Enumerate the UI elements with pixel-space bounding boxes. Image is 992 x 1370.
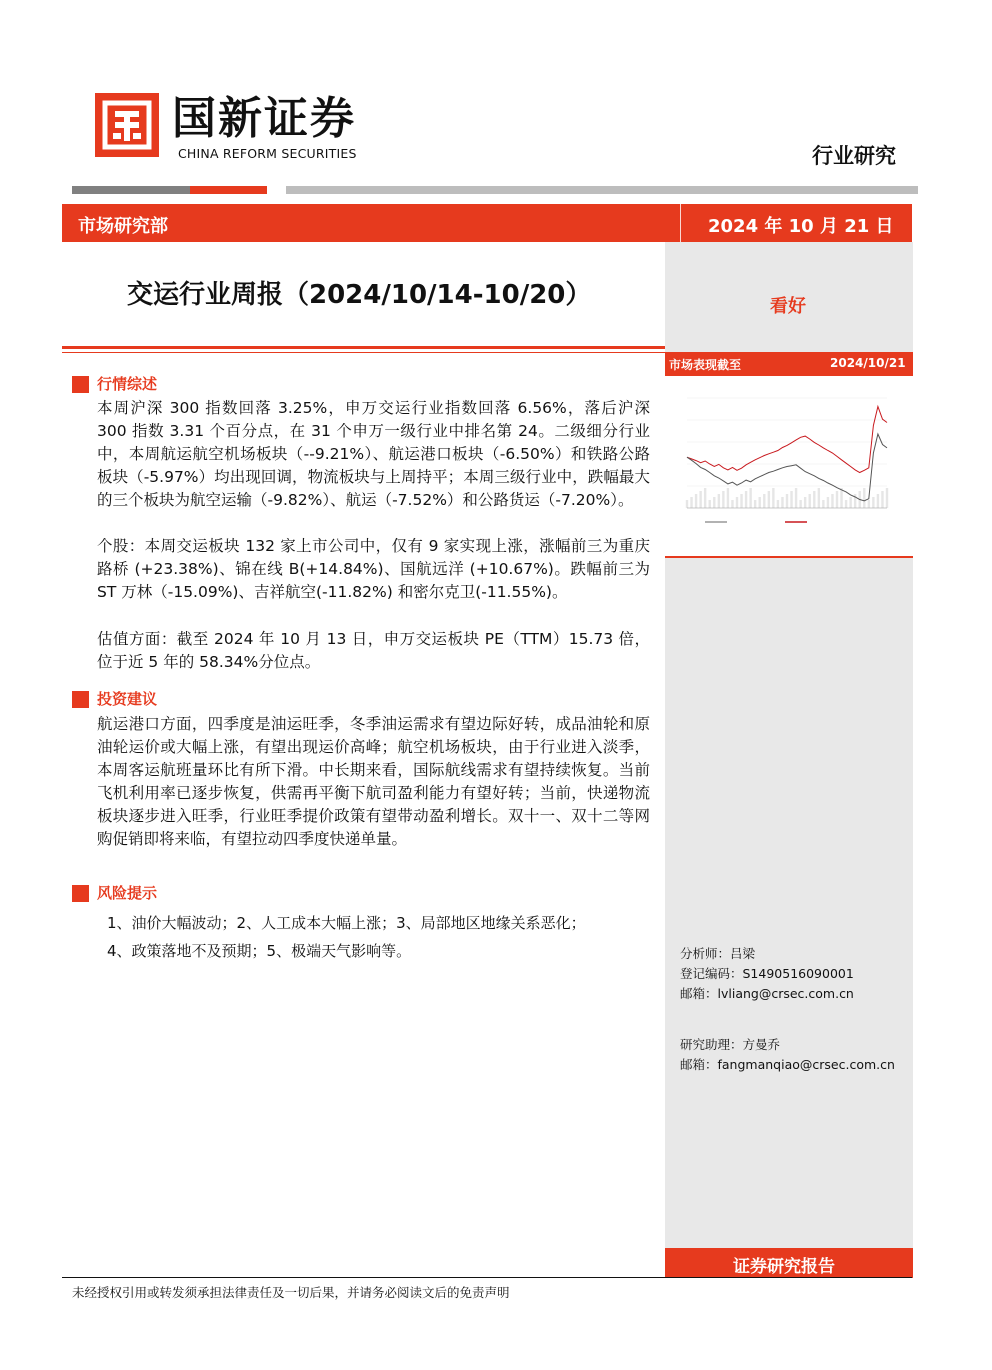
department-label: 市场研究部 <box>78 216 168 237</box>
chart-bar <box>849 497 851 508</box>
chart-bar <box>699 491 701 508</box>
section-heading-market: 行情综述 <box>97 375 158 393</box>
logo-text: 国新证券 <box>172 93 356 144</box>
chart-bar <box>768 491 770 508</box>
chart-bar <box>781 497 783 508</box>
chart-bar <box>709 500 711 508</box>
chart-bar <box>759 497 761 508</box>
chart-bar <box>777 500 779 508</box>
chart-bar <box>809 494 811 508</box>
section-icon <box>72 885 89 902</box>
chart-bar <box>872 497 874 508</box>
chart-bar <box>863 488 865 508</box>
section-heading-risk: 风险提示 <box>97 884 158 902</box>
chart-bar <box>704 488 706 508</box>
band-divider <box>680 204 681 242</box>
chart-bar <box>827 497 829 508</box>
logo-subtext: CHINA REFORM SECURITIES <box>178 146 357 161</box>
valuation-paragraph: 估值方面：截至 2024 年 10 月 13 日，申万交运板块 PE（TTM）15.73 倍，位于近 5 年的 58.34%分位点。 <box>97 630 650 671</box>
chart-bar <box>718 494 720 508</box>
title-rule <box>62 352 665 353</box>
risk-line: 1、油价大幅波动；2、人工成本大幅上涨；3、局部地区地缘关系恶化； <box>107 914 586 932</box>
chart-title: 市场表现截至 <box>669 358 742 372</box>
analyst-name: 分析师：吕梁 <box>680 946 756 961</box>
chart-bar <box>690 497 692 508</box>
disclaimer: 未经授权引用或转发须承担法律责任及一切后果，并请务必阅读文后的免责声明 <box>72 1285 510 1300</box>
chart-bar <box>836 491 838 508</box>
chart-bar <box>686 500 688 508</box>
chart-series-line-0 <box>687 407 887 473</box>
title-rule <box>62 346 665 349</box>
chart-bar <box>763 494 765 508</box>
chart-bar <box>845 500 847 508</box>
stocks-paragraph: 个股：本周交运板块 132 家上市公司中，仅有 9 家实现上涨，涨幅前三为重庆路桥 (+23.38%)、锦在线 B(+14.84%)、国航远洋 (+10.67%)。跌幅前三为 ST 万林（-15.09%)、吉祥航空(-11.82%) 和密尔克卫(-11.55%)。 <box>97 537 650 601</box>
chart-bar <box>818 488 820 508</box>
page-title: 交运行业周报（2024/10/14-10/20） <box>127 280 592 310</box>
chart-bar <box>804 497 806 508</box>
chart-bar <box>822 500 824 508</box>
chart-bar <box>786 494 788 508</box>
analyst-reg: 登记编码：S1490516090001 <box>680 966 854 981</box>
report-date: 2024 年 10 月 21 日 <box>708 216 894 237</box>
market-summary-paragraph: 本周沪深 300 指数回落 3.25%，申万交运行业指数回落 6.56%，落后沪深 300 指数 3.31 个百分点，在 31 个申万一级行业中排名第 24。二级细分行业中，本周航运航空机场板块（--9.21%）、航运港口板块（-6.50%）和铁路公路板块（-5.97%）均出现回调，物流板块与上周持平；本周三级行业中，跌幅最大的三个板块为航空运输（-9.82%）、航运（-7.52%）和公路货运（-7.20%）。 <box>97 399 650 509</box>
chart-bar <box>745 491 747 508</box>
chart-bar <box>881 491 883 508</box>
assistant-name: 研究助理：方曼乔 <box>680 1037 781 1052</box>
section-heading-advice: 投资建议 <box>97 690 158 708</box>
chart-bar <box>813 491 815 508</box>
chart-bar <box>790 491 792 508</box>
chart-divider <box>665 556 913 558</box>
chart-bar <box>695 494 697 508</box>
advice-paragraph: 航运港口方面，四季度是油运旺季，冬季油运需求有望边际好转，成品油轮和原油轮运价或大幅上涨，有望出现运价高峰；航空机场板块，由于行业进入淡季，本周客运航班量环比有所下滑。中长期来看，国际航线需求有望持续恢复。当前飞机利用率已逐步恢复，供需再平衡下航司盈利能力有望好转；当前，快递物流板块逐步进入旺季，行业旺季提价政策有望带动盈利增长。双十一、双十二等网购促销即将来临，有望拉动四季度快递单量。 <box>97 715 650 848</box>
doc-type: 行业研究 <box>812 144 896 168</box>
decor-bar <box>190 186 267 194</box>
assistant-email[interactable]: 邮箱：fangmanqiao@crsec.com.cn <box>680 1057 895 1072</box>
chart-bar <box>731 500 733 508</box>
rating-label: 看好 <box>770 296 806 317</box>
chart-bar <box>736 497 738 508</box>
analyst-email[interactable]: 邮箱：lvliang@crsec.com.cn <box>680 986 854 1001</box>
chart-bar <box>877 494 879 508</box>
chart-date: 2024/10/21 <box>830 356 906 370</box>
chart-bar <box>799 500 801 508</box>
decor-bar <box>286 186 918 194</box>
chart-bar <box>886 488 888 508</box>
chart-bar <box>754 500 756 508</box>
decor-bar <box>72 186 190 194</box>
section-icon <box>72 691 89 708</box>
performance-chart-svg <box>665 376 913 556</box>
chart-bar <box>727 488 729 508</box>
section-icon <box>72 376 89 393</box>
chart-bar <box>840 488 842 508</box>
logo-icon <box>95 93 159 157</box>
chart-bar <box>772 488 774 508</box>
chart-bar <box>831 494 833 508</box>
chart-bar <box>749 488 751 508</box>
chart-series-line-1 <box>687 434 887 501</box>
chart-bar <box>722 491 724 508</box>
footer-label: 证券研究报告 <box>733 1257 835 1277</box>
performance-chart <box>665 376 913 556</box>
chart-bar <box>713 497 715 508</box>
chart-bar <box>795 488 797 508</box>
chart-bar <box>740 494 742 508</box>
risk-line: 4、政策落地不及预期；5、极端天气影响等。 <box>107 942 412 960</box>
chart-bar <box>868 500 870 508</box>
footer-rule <box>62 1277 912 1278</box>
